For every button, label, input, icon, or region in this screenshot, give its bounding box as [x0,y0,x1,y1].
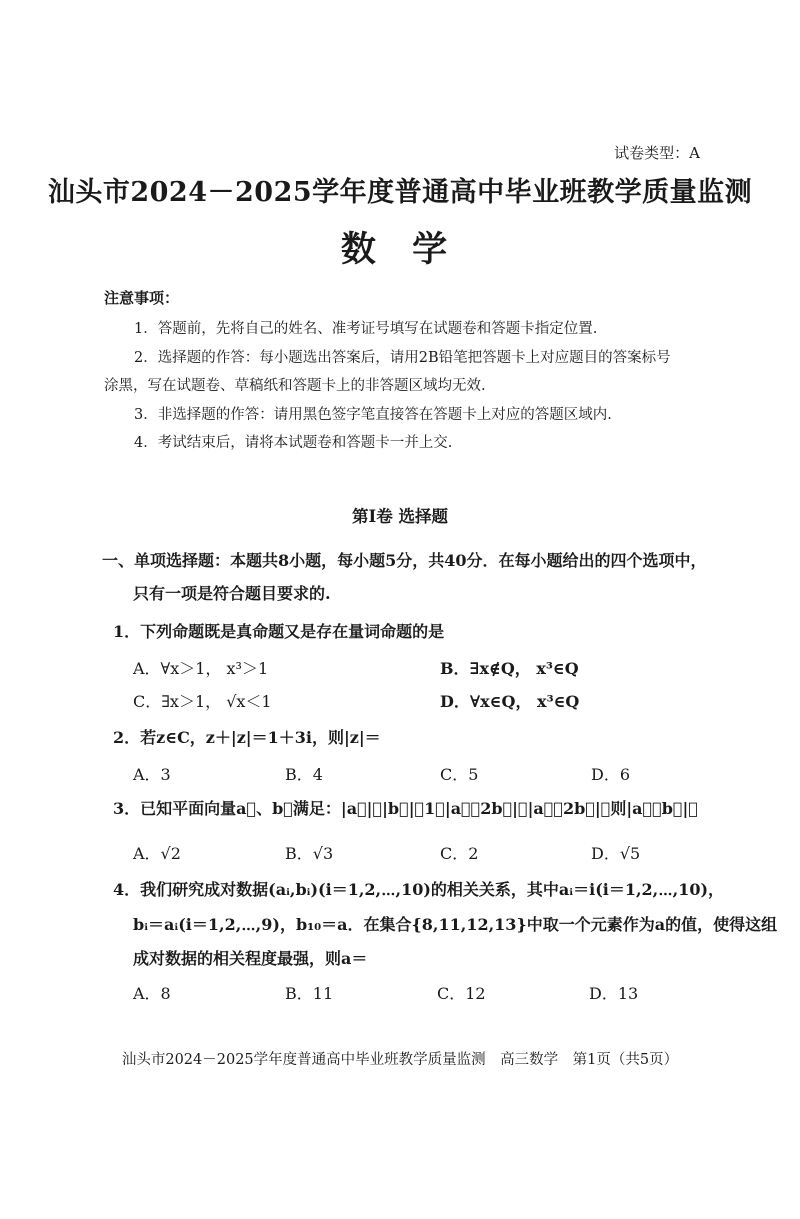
notice-item-3: 3．非选择题的作答：请用黑色签字笔直接答在答题卡上对应的答题区域内. [134,407,612,423]
question-2-option-c: C．5 [440,765,479,784]
part-heading-cont: 只有一项是符合题目要求的. [133,584,331,603]
notice-item-2-cont: 涂黑，写在试题卷、草稿纸和答题卡上的非答题区域均无效. [104,378,486,394]
section-title: 第Ⅰ卷 选择题 [352,507,448,526]
question-3-option-b: B．√3 [285,844,334,863]
part-heading: 一、单项选择题：本题共8小题，每小题5分，共40分．在每小题给出的四个选项中， [102,551,707,570]
question-1-option-a: A．∀x＞1， x³＞1 [133,659,269,678]
question-4-option-d: D．13 [589,984,639,1003]
notice-item-4: 4．考试结束后，请将本试题卷和答题卡一并上交. [134,435,453,451]
question-1-stem: 1．下列命题既是真命题又是存在量词命题的是 [113,622,445,641]
question-4-stem-line-1: 4．我们研究成对数据(aᵢ,bᵢ)(i＝1,2,⋯,10)的相关关系，其中aᵢ＝i(i＝1,2,⋯,10)， [113,880,725,899]
notice-item-2: 2．选择题的作答：每小题选出答案后，请用2B铅笔把答题卡上对应题目的答案标号 [134,350,671,366]
paper-type: 试卷类型：A [614,144,700,162]
question-3-option-c: C．2 [440,844,479,863]
question-1-option-c: C．∃x＞1， √x＜1 [133,692,272,711]
question-1-option-d: D．∀x∈Q， x³∈Q [440,692,580,711]
question-4-stem-line-2: bᵢ＝aᵢ(i＝1,2,⋯,9)，b₁₀＝a．在集合{8,11,12,13}中取一个元素作为a的值，使得这组 [133,915,778,934]
question-2-option-b: B．4 [285,765,323,784]
question-2-option-d: D．6 [591,765,631,784]
question-3-option-a: A．√2 [133,844,181,863]
question-3-stem: 3．已知平面向量a⃗、b⃗满足：|a⃗|＝|b⃗|＝1，|a⃗－2b⃗|＝|a⃗＋2b⃗|，则|a⃗－b⃗|＝ [113,799,698,818]
page-footer: 汕头市2024－2025学年度普通高中毕业班教学质量监测 高三数学 第1页（共5页） [121,1052,679,1068]
question-4-option-b: B．11 [285,984,334,1003]
subject-title: 数 学 [340,229,460,270]
question-4-option-c: C．12 [437,984,486,1003]
question-4-option-a: A．8 [133,984,171,1003]
question-2-option-a: A．3 [133,765,171,784]
question-1-option-b: B．∃x∉Q， x³∈Q [440,659,579,678]
question-2-stem: 2．若z∈C，z＋|z|＝1＋3i，则|z|＝ [113,728,381,747]
exam-title: 汕头市2024－2025学年度普通高中毕业班教学质量监测 [47,177,753,208]
notice-item-1: 1．答题前，先将自己的姓名、准考证号填写在试题卷和答题卡指定位置. [134,321,598,337]
notice-heading: 注意事项： [104,289,180,307]
question-3-option-d: D．√5 [591,844,641,863]
question-4-stem-line-3: 成对数据的相关程度最强，则a＝ [133,949,368,968]
